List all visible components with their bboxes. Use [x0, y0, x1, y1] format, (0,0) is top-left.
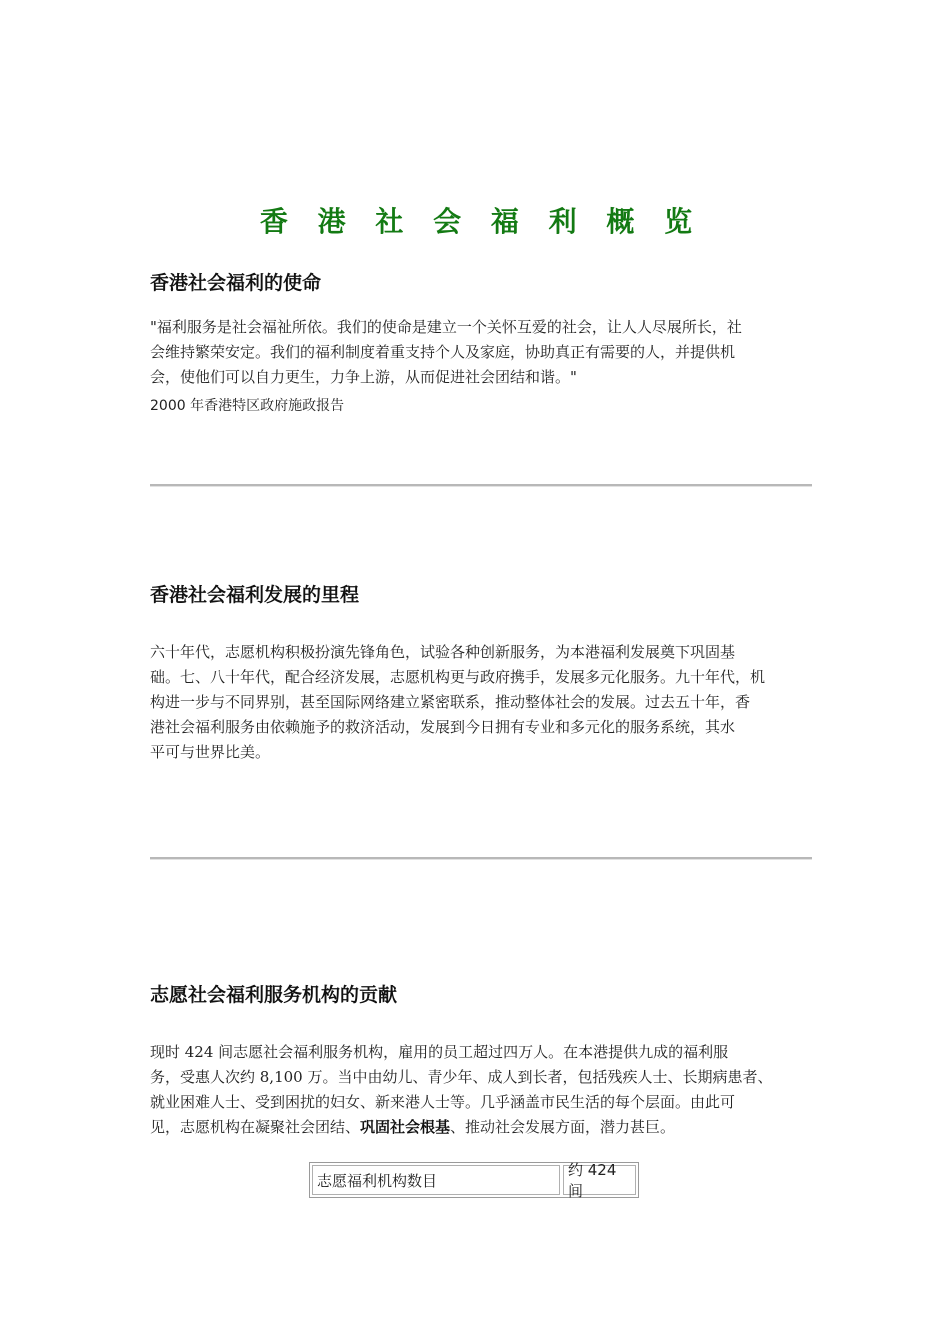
milestones-paragraph — [150, 640, 812, 765]
paragraph-line: 础。七、八十年代，配合经济发展，志愿机构更与政府携手，发展多元化服务。九十年代，机 — [150, 668, 766, 686]
quote-source: 2000 年香港特区政府施政报告 — [150, 398, 345, 414]
paragraph-line: 就业困难人士、受到困扰的妇女、新来港人士等。几乎涵盖市民生活的每个层面。由此可 — [150, 1093, 736, 1111]
line-text: 见，志愿机构在凝聚社会团结、 — [150, 1118, 361, 1136]
table-label-cell: 志愿福利机构数目 — [312, 1165, 560, 1195]
quote-line: 会维持繁荣安定。我们的福利制度着重支持个人及家庭，协助真正有需要的人，并提供机 — [150, 343, 736, 361]
line-text: 、推动社会发展方面，潜力甚巨。 — [450, 1118, 676, 1136]
quote-line: 会，使他们可以自力更生，力争上游，从而促进社会团结和谐。" — [150, 368, 577, 386]
section-divider — [150, 857, 812, 860]
paragraph-line: 六十年代，志愿机构积极扮演先锋角色，试验各种创新服务，为本港福利发展奠下巩固基 — [150, 643, 736, 661]
section-heading-milestones: 香港社会福利发展的里程 — [150, 584, 360, 606]
section-heading-mission: 香港社会福利的使命 — [150, 272, 322, 294]
quote-line: "福利服务是社会福祉所依。我们的使命是建立一个关怀互爱的社会，让人人尽展所长，社 — [150, 318, 742, 336]
contribution-paragraph — [150, 1040, 812, 1140]
agency-count-table — [309, 1162, 639, 1198]
table-value-cell: 约 424 间 — [563, 1165, 636, 1195]
paragraph-line: 构进一步与不同界别，甚至国际网络建立紧密联系，推动整体社会的发展。过去五十年，香 — [150, 693, 751, 711]
paragraph-line: 现时 424 间志愿社会福利服务机构，雇用的员工超过四万人。在本港提供九成的福利服 — [150, 1043, 729, 1061]
document-title: 香 港 社 会 福 利 概 览 — [259, 205, 703, 238]
paragraph-line: 港社会福利服务由依赖施予的救济活动，发展到今日拥有专业和多元化的服务系统，其水 — [150, 718, 736, 736]
section-divider — [150, 484, 812, 487]
mission-quote — [150, 315, 812, 390]
paragraph-line — [150, 1115, 812, 1140]
section-heading-contribution: 志愿社会福利服务机构的贡献 — [150, 984, 398, 1006]
paragraph-line: 务，受惠人次约 8,100 万。当中由幼儿、青少年、成人到长者，包括残疾人士、长期病患者、 — [150, 1068, 773, 1086]
paragraph-line: 平可与世界比美。 — [150, 743, 271, 761]
bold-phrase: 巩固社会根基 — [360, 1118, 451, 1136]
